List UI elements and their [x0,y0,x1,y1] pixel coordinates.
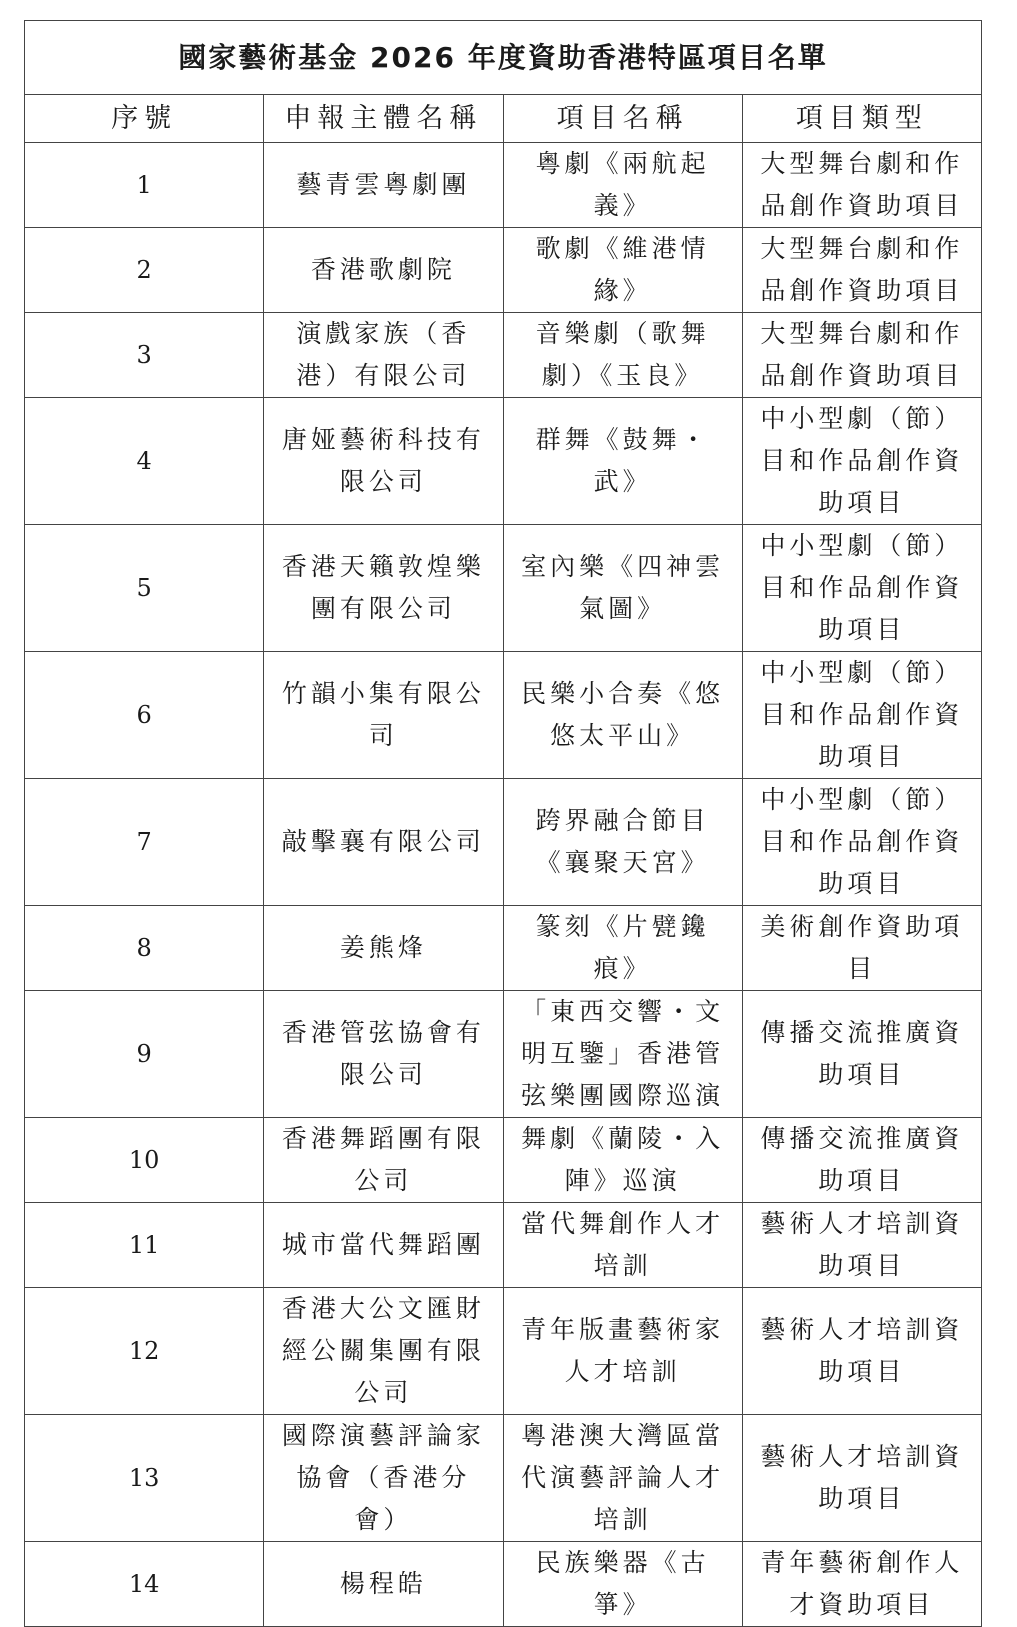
type-cell: 大型舞台劇和作品創作資助項目 [742,143,981,228]
type-cell: 中小型劇（節）目和作品創作資助項目 [742,398,981,525]
type-cell: 藝術人才培訓資助項目 [742,1415,981,1542]
type-cell: 青年藝術創作人才資助項目 [742,1542,981,1627]
row-number: 5 [25,525,264,652]
project-cell: 「東西交響・文明互鑒」香港管弦樂團國際巡演 [503,991,742,1118]
applicant-cell: 唐娅藝術科技有限公司 [264,398,503,525]
table-row [25,906,982,991]
project-cell: 室內樂《四神雲氣圖》 [503,525,742,652]
table-row [25,991,982,1118]
applicant-cell: 演戲家族（香港）有限公司 [264,313,503,398]
table-row [25,1203,982,1288]
applicant-cell: 楊程皓 [264,1542,503,1627]
row-number: 8 [25,906,264,991]
row-number: 10 [25,1118,264,1203]
table-row [25,1415,982,1542]
project-cell: 跨界融合節目《襄聚天宮》 [503,779,742,906]
header-project: 項目名稱 [503,95,742,143]
type-cell: 傳播交流推廣資助項目 [742,991,981,1118]
applicant-cell: 香港大公文匯財經公關集團有限公司 [264,1288,503,1415]
type-cell: 中小型劇（節）目和作品創作資助項目 [742,525,981,652]
table-row [25,779,982,906]
row-number: 13 [25,1415,264,1542]
applicant-cell: 城市當代舞蹈團 [264,1203,503,1288]
type-cell: 中小型劇（節）目和作品創作資助項目 [742,779,981,906]
project-cell: 篆刻《片甓鑱痕》 [503,906,742,991]
funding-list-document [24,20,982,1627]
row-number: 12 [25,1288,264,1415]
title-row [25,21,982,95]
table-row [25,1542,982,1627]
header-row [25,95,982,143]
type-cell: 傳播交流推廣資助項目 [742,1118,981,1203]
applicant-cell: 香港歌劇院 [264,228,503,313]
header-type: 項目類型 [742,95,981,143]
project-cell: 舞劇《蘭陵・入陣》巡演 [503,1118,742,1203]
project-cell: 粵港澳大灣區當代演藝評論人才培訓 [503,1415,742,1542]
row-number: 14 [25,1542,264,1627]
applicant-cell: 藝青雲粵劇團 [264,143,503,228]
document-title: 國家藝術基金 2026 年度資助香港特區項目名單 [25,21,982,95]
row-number: 3 [25,313,264,398]
row-number: 2 [25,228,264,313]
table-row [25,1118,982,1203]
header-applicant: 申報主體名稱 [264,95,503,143]
project-cell: 民樂小合奏《悠悠太平山》 [503,652,742,779]
row-number: 7 [25,779,264,906]
type-cell: 藝術人才培訓資助項目 [742,1203,981,1288]
applicant-cell: 國際演藝評論家協會（香港分會） [264,1415,503,1542]
type-cell: 藝術人才培訓資助項目 [742,1288,981,1415]
table-row [25,525,982,652]
project-cell: 粵劇《兩航起義》 [503,143,742,228]
row-number: 4 [25,398,264,525]
type-cell: 大型舞台劇和作品創作資助項目 [742,313,981,398]
header-number: 序號 [25,95,264,143]
table-row [25,652,982,779]
row-number: 9 [25,991,264,1118]
table-row [25,1288,982,1415]
type-cell: 大型舞台劇和作品創作資助項目 [742,228,981,313]
table-row [25,313,982,398]
applicant-cell: 香港管弦協會有限公司 [264,991,503,1118]
type-cell: 中小型劇（節）目和作品創作資助項目 [742,652,981,779]
project-cell: 音樂劇（歌舞劇）《玉良》 [503,313,742,398]
project-cell: 群舞《鼓舞・武》 [503,398,742,525]
applicant-cell: 敲擊襄有限公司 [264,779,503,906]
table-row [25,398,982,525]
project-cell: 青年版畫藝術家人才培訓 [503,1288,742,1415]
applicant-cell: 香港天籟敦煌樂團有限公司 [264,525,503,652]
project-cell: 民族樂器《古箏》 [503,1542,742,1627]
row-number: 11 [25,1203,264,1288]
project-cell: 當代舞創作人才培訓 [503,1203,742,1288]
table-row [25,143,982,228]
applicant-cell: 竹韻小集有限公司 [264,652,503,779]
type-cell: 美術創作資助項目 [742,906,981,991]
project-cell: 歌劇《維港情緣》 [503,228,742,313]
funding-table [24,20,982,1627]
table-row [25,228,982,313]
row-number: 1 [25,143,264,228]
applicant-cell: 香港舞蹈團有限公司 [264,1118,503,1203]
row-number: 6 [25,652,264,779]
applicant-cell: 姜熊烽 [264,906,503,991]
